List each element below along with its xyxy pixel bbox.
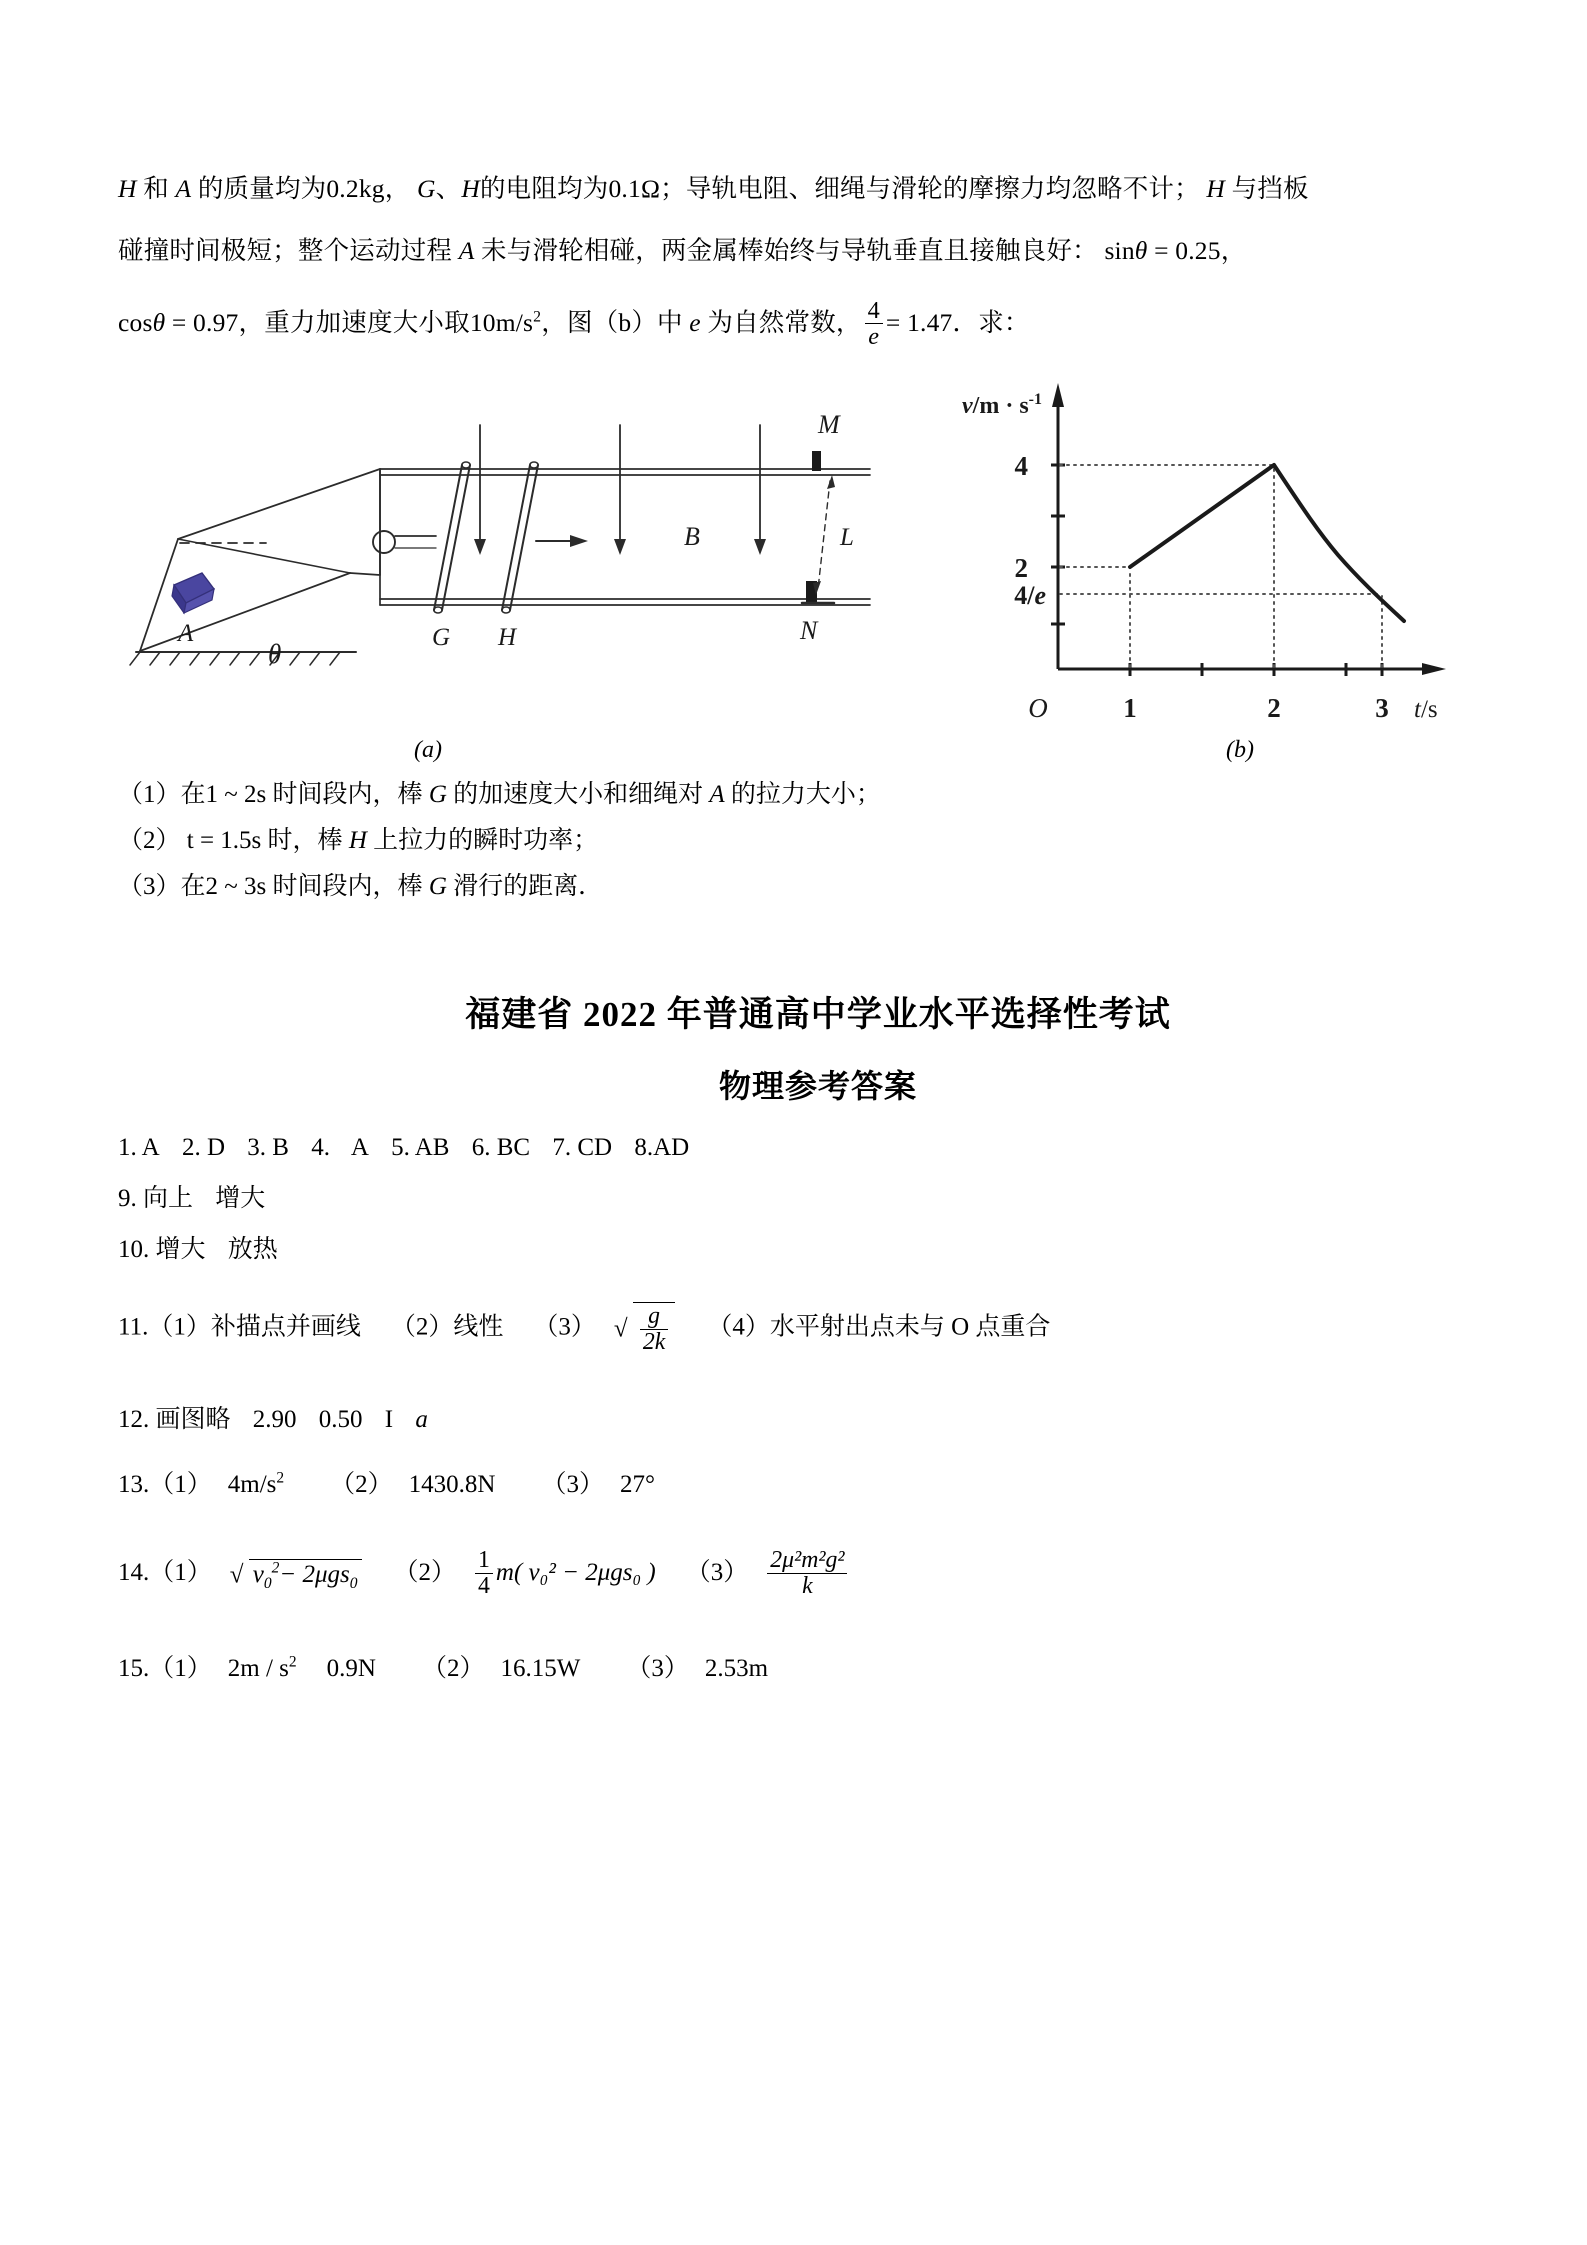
answer-row-10 bbox=[118, 1237, 1518, 1262]
q11-p4-label: （4） bbox=[707, 1313, 770, 1341]
var-e: e bbox=[689, 307, 701, 337]
problem-statement-line-3 bbox=[118, 299, 1518, 351]
mc-2-num: 2. bbox=[181, 1133, 201, 1161]
q13-p2-label: （2） bbox=[330, 1471, 393, 1499]
radical-sign-2: √ bbox=[229, 1561, 244, 1589]
answer-row-15 bbox=[118, 1656, 1518, 1681]
mc-5-ans: AB bbox=[414, 1133, 450, 1161]
theta-symbol-2: θ bbox=[152, 307, 166, 337]
label-rod-H: H bbox=[498, 623, 517, 651]
rod-H bbox=[502, 462, 538, 613]
answer-row-multiple-choice bbox=[118, 1135, 1518, 1160]
text-baffle: 与挡板 bbox=[1231, 174, 1309, 203]
q9-number: 9. bbox=[118, 1184, 137, 1212]
L-arrowhead-top bbox=[827, 475, 835, 489]
q15-p3-label: （3） bbox=[626, 1655, 689, 1683]
q2-tail: 上拉力的瞬时功率； bbox=[373, 827, 599, 855]
question-part-3 bbox=[118, 874, 1518, 900]
answer-row-12 bbox=[118, 1407, 1518, 1432]
fraction-denominator: e bbox=[865, 323, 883, 349]
y-axis-arrowhead bbox=[1052, 383, 1064, 407]
q14-p1-a-sup: 2 bbox=[271, 1559, 280, 1577]
mc-8-ans: AD bbox=[653, 1133, 690, 1161]
label-field-B: B bbox=[684, 521, 700, 551]
q1-mid: 时间段内，棒 bbox=[272, 780, 423, 808]
mc-7-num: 7. bbox=[552, 1133, 572, 1161]
q11-p3-label: （3） bbox=[533, 1313, 596, 1341]
pulley-circle bbox=[373, 531, 395, 553]
fraction-value: = 1.47 bbox=[885, 307, 953, 337]
q14-p1-label: （1） bbox=[149, 1559, 212, 1587]
q15-p1a: 2m / s bbox=[227, 1655, 289, 1683]
value-gravity: 10m/s bbox=[469, 307, 534, 337]
q3-pre: 在 bbox=[180, 873, 206, 901]
label-point-N: N bbox=[800, 615, 818, 645]
y-tick-label-2: 2 bbox=[1014, 552, 1028, 583]
incline-hypotenuse bbox=[140, 573, 350, 651]
q3-range: 2 ~ 3s bbox=[205, 873, 267, 901]
x-axis-arrowhead bbox=[1422, 663, 1446, 675]
q14-sqrt-expression bbox=[230, 1559, 362, 1592]
var-H-2: H bbox=[461, 174, 480, 203]
q14-p1-a-sub: 0 bbox=[263, 1574, 272, 1592]
q11-fraction bbox=[640, 1304, 668, 1355]
q14-p2-den: 4 bbox=[475, 1573, 493, 1599]
x-tick-label-3: 3 bbox=[1375, 692, 1389, 723]
cos-func: cos bbox=[118, 307, 153, 337]
label-length-L: L bbox=[840, 523, 854, 551]
graph-axes bbox=[1052, 383, 1446, 675]
q12-e: a bbox=[415, 1406, 428, 1434]
figure-a-svg bbox=[118, 377, 878, 782]
figure-a-caption: (a) bbox=[414, 736, 442, 763]
q15-p2: 16.15W bbox=[500, 1655, 581, 1683]
sin-func: sin bbox=[1104, 235, 1135, 265]
gravity-exponent: 2 bbox=[533, 308, 542, 326]
q3-mid: 时间段内，棒 bbox=[272, 873, 423, 901]
text-natural-const: 为自然常数， bbox=[707, 307, 862, 337]
motion-arrow bbox=[536, 535, 588, 547]
q14-p3-den: k bbox=[767, 1573, 847, 1599]
dun-mark: 、 bbox=[435, 174, 462, 203]
figures-row bbox=[118, 377, 1518, 782]
q12-a: 画图略 bbox=[155, 1406, 231, 1434]
y-axis-label: $v/m \cdot s^{-1}$ bbox=[962, 390, 1042, 419]
y-tick-label-4-over-e: 4/e bbox=[1014, 580, 1046, 610]
answer-row-9 bbox=[118, 1186, 1518, 1211]
q14-p2-m: m bbox=[495, 1559, 514, 1587]
mc-8-num: 8. bbox=[634, 1133, 654, 1161]
answer-row-11 bbox=[118, 1302, 1518, 1356]
q2-var-H: H bbox=[348, 827, 367, 855]
mc-6-ans: BC bbox=[496, 1133, 531, 1161]
q9-answer-2: 增大 bbox=[215, 1184, 266, 1212]
q13-p3: 27° bbox=[619, 1471, 655, 1499]
var-H: H bbox=[118, 174, 137, 203]
answer-row-13 bbox=[118, 1472, 1518, 1497]
q2-mid: 时，棒 bbox=[267, 827, 343, 855]
q12-d: I bbox=[384, 1406, 394, 1434]
q13-p1: 4m/s bbox=[227, 1471, 277, 1499]
mc-4-ans: A bbox=[350, 1133, 369, 1161]
mc-1-ans: A bbox=[141, 1133, 160, 1161]
incline-rail-upper bbox=[178, 539, 350, 573]
mc-7-ans: CD bbox=[577, 1133, 613, 1161]
mc-3-ans: B bbox=[272, 1133, 289, 1161]
q14-p2-label: （2） bbox=[393, 1559, 457, 1587]
fraction-numerator: 4 bbox=[867, 297, 880, 324]
problem-statement-line-1 bbox=[118, 176, 1518, 202]
figure-a-inclined-rails bbox=[118, 377, 878, 782]
q11-frac-den: 2k bbox=[640, 1329, 668, 1355]
text-contact-clause: 未与滑轮相碰，两金属棒始终与导轨垂直且接触良好： bbox=[481, 235, 1098, 265]
q15-p2-label: （2） bbox=[421, 1655, 485, 1683]
q15-p1-label: （1） bbox=[149, 1655, 212, 1683]
q10-number: 10. bbox=[118, 1235, 150, 1263]
question-part-2 bbox=[118, 828, 1518, 854]
answer-row-14 bbox=[118, 1549, 1518, 1600]
q10-answer-1: 增大 bbox=[155, 1235, 206, 1263]
origin-label: O bbox=[1028, 692, 1048, 723]
curve-linear-rise bbox=[1130, 465, 1274, 567]
q14-p1-a: v bbox=[252, 1560, 264, 1588]
q15-p1a-exponent: 2 bbox=[288, 1654, 297, 1672]
incline-top-edge bbox=[178, 469, 380, 539]
problem-statement-line-2 bbox=[118, 235, 1518, 265]
q2-expr: t = 1.5s bbox=[186, 827, 262, 855]
q11-p1-label: （1） bbox=[148, 1313, 211, 1341]
q14-p3-label: （3） bbox=[685, 1559, 749, 1587]
mc-6-num: 6. bbox=[471, 1133, 491, 1161]
radical-sign: √ bbox=[613, 1315, 628, 1343]
rod-G bbox=[434, 462, 470, 613]
q15-p3: 2.53m bbox=[704, 1655, 769, 1683]
q14-fraction-quarter bbox=[475, 1548, 493, 1599]
q12-number: 12. bbox=[118, 1406, 150, 1434]
incline-bottom-connector bbox=[350, 573, 380, 575]
q1-var-A: A bbox=[709, 780, 725, 808]
q3-var-G: G bbox=[428, 873, 447, 901]
q3-number: （3） bbox=[118, 873, 181, 901]
cos-value: = 0.97 bbox=[171, 307, 239, 337]
figure-b-vt-graph bbox=[938, 369, 1498, 779]
comma-2: ， bbox=[1220, 235, 1247, 265]
question-part-1 bbox=[118, 782, 1518, 808]
label-point-M: M bbox=[818, 409, 840, 439]
q12-b: 2.90 bbox=[252, 1406, 297, 1434]
answer-key-subtitle: 物理参考答案 bbox=[718, 1067, 917, 1104]
curve-exponential-decay bbox=[1274, 465, 1404, 621]
text-friction-clause: ；导轨电阻、细绳与滑轮的摩擦力均忽略不计； bbox=[660, 174, 1200, 203]
q13-p3-label: （3） bbox=[541, 1471, 604, 1499]
q13-p2: 1430.8N bbox=[408, 1471, 496, 1499]
q14-fraction-p3 bbox=[767, 1548, 847, 1599]
var-H-3: H bbox=[1206, 174, 1226, 203]
var-A-2: A bbox=[458, 235, 475, 265]
mc-5-num: 5. bbox=[391, 1133, 410, 1161]
q1-tail: 的拉力大小； bbox=[730, 780, 881, 808]
q3-tail: 滑行的距离． bbox=[453, 873, 604, 901]
q14-p1-b: − 2μgs bbox=[279, 1560, 350, 1588]
q13-number: 13. bbox=[118, 1471, 150, 1499]
q14-p2-num: 1 bbox=[478, 1547, 490, 1574]
q14-p2-paren: ( v₀² − 2μgs₀ ) bbox=[513, 1559, 656, 1587]
figure-b-svg bbox=[938, 369, 1498, 779]
q1-number: （1） bbox=[118, 780, 181, 808]
q11-p2: 线性 bbox=[453, 1313, 504, 1341]
q1-pre: 在 bbox=[180, 780, 206, 808]
q11-p1: 补描点并画线 bbox=[210, 1313, 361, 1341]
var-A: A bbox=[175, 174, 192, 203]
label-angle-theta: θ bbox=[268, 638, 282, 669]
text-gravity-label: ，重力加速度大小取 bbox=[238, 307, 470, 337]
length-L-dimension bbox=[818, 481, 830, 589]
y-tick-label-4: 4 bbox=[1014, 450, 1028, 481]
value-resistance: 0.1Ω bbox=[608, 174, 661, 203]
text-resistance-label: 的电阻均为 bbox=[479, 174, 609, 203]
q15-number: 15. bbox=[118, 1655, 150, 1683]
x-tick-label-2: 2 bbox=[1267, 692, 1281, 723]
figure-b-caption: (b) bbox=[1226, 736, 1254, 763]
ground-hatching bbox=[130, 652, 340, 665]
text-he: 和 bbox=[143, 174, 169, 203]
q14-p1-b-sub: 0 bbox=[349, 1574, 358, 1592]
q15-p1b: 0.9N bbox=[326, 1655, 376, 1683]
theta-symbol: θ bbox=[1134, 235, 1148, 265]
q11-sqrt-expression bbox=[614, 1302, 675, 1356]
text-collision-clause: 碰撞时间极短；整个运动过程 bbox=[118, 235, 453, 265]
block-A-shape bbox=[172, 573, 214, 613]
contact-M-block bbox=[812, 451, 821, 471]
var-G: G bbox=[417, 174, 436, 203]
value-mass: 0.2kg bbox=[326, 174, 385, 203]
page-content bbox=[118, 176, 1518, 1707]
text-mass-label: 的质量均为 bbox=[197, 174, 327, 203]
answer-key-title: 福建省 2022 年普通高中学业水平选择性考试 bbox=[465, 994, 1171, 1034]
x-tick-label-1: 1 bbox=[1123, 692, 1137, 723]
mc-3-num: 3. bbox=[247, 1133, 266, 1161]
text-figb-label: ，图（b）中 bbox=[541, 307, 683, 337]
field-arrows bbox=[474, 425, 766, 555]
label-rod-G: G bbox=[432, 623, 451, 651]
mc-2-ans: D bbox=[206, 1133, 225, 1161]
q14-number: 14. bbox=[118, 1559, 150, 1587]
fraction-4-over-e bbox=[865, 298, 883, 350]
sin-value: = 0.25 bbox=[1154, 235, 1221, 265]
q1-var-G: G bbox=[428, 780, 447, 808]
label-block-A: A bbox=[178, 619, 194, 647]
q13-p1-label: （1） bbox=[149, 1471, 212, 1499]
q12-c: 0.50 bbox=[318, 1406, 363, 1434]
text-ask: ．求： bbox=[952, 307, 1030, 337]
mc-4-num: 4. bbox=[311, 1133, 330, 1161]
q1-mid2: 的加速度大小和细绳对 bbox=[453, 780, 704, 808]
q11-p4: 水平射出点未与 O 点重合 bbox=[769, 1313, 1051, 1341]
q11-number: 11. bbox=[118, 1313, 149, 1341]
q1-range: 1 ~ 2s bbox=[205, 780, 267, 808]
guide-lines bbox=[1060, 465, 1382, 667]
x-axis-label: t/s bbox=[1414, 695, 1438, 723]
mc-1-num: 1. bbox=[118, 1133, 137, 1161]
q9-answer-1: 向上 bbox=[143, 1184, 194, 1212]
q13-p1-exponent: 2 bbox=[276, 1470, 285, 1488]
q10-answer-2: 放热 bbox=[227, 1235, 278, 1263]
q11-p2-label: （2） bbox=[390, 1313, 454, 1341]
q11-frac-num: g bbox=[648, 1302, 661, 1329]
comma-1: ， bbox=[384, 174, 411, 203]
q14-p3-num: 2μ²m²g² bbox=[770, 1547, 845, 1574]
q2-number: （2） bbox=[118, 827, 181, 855]
